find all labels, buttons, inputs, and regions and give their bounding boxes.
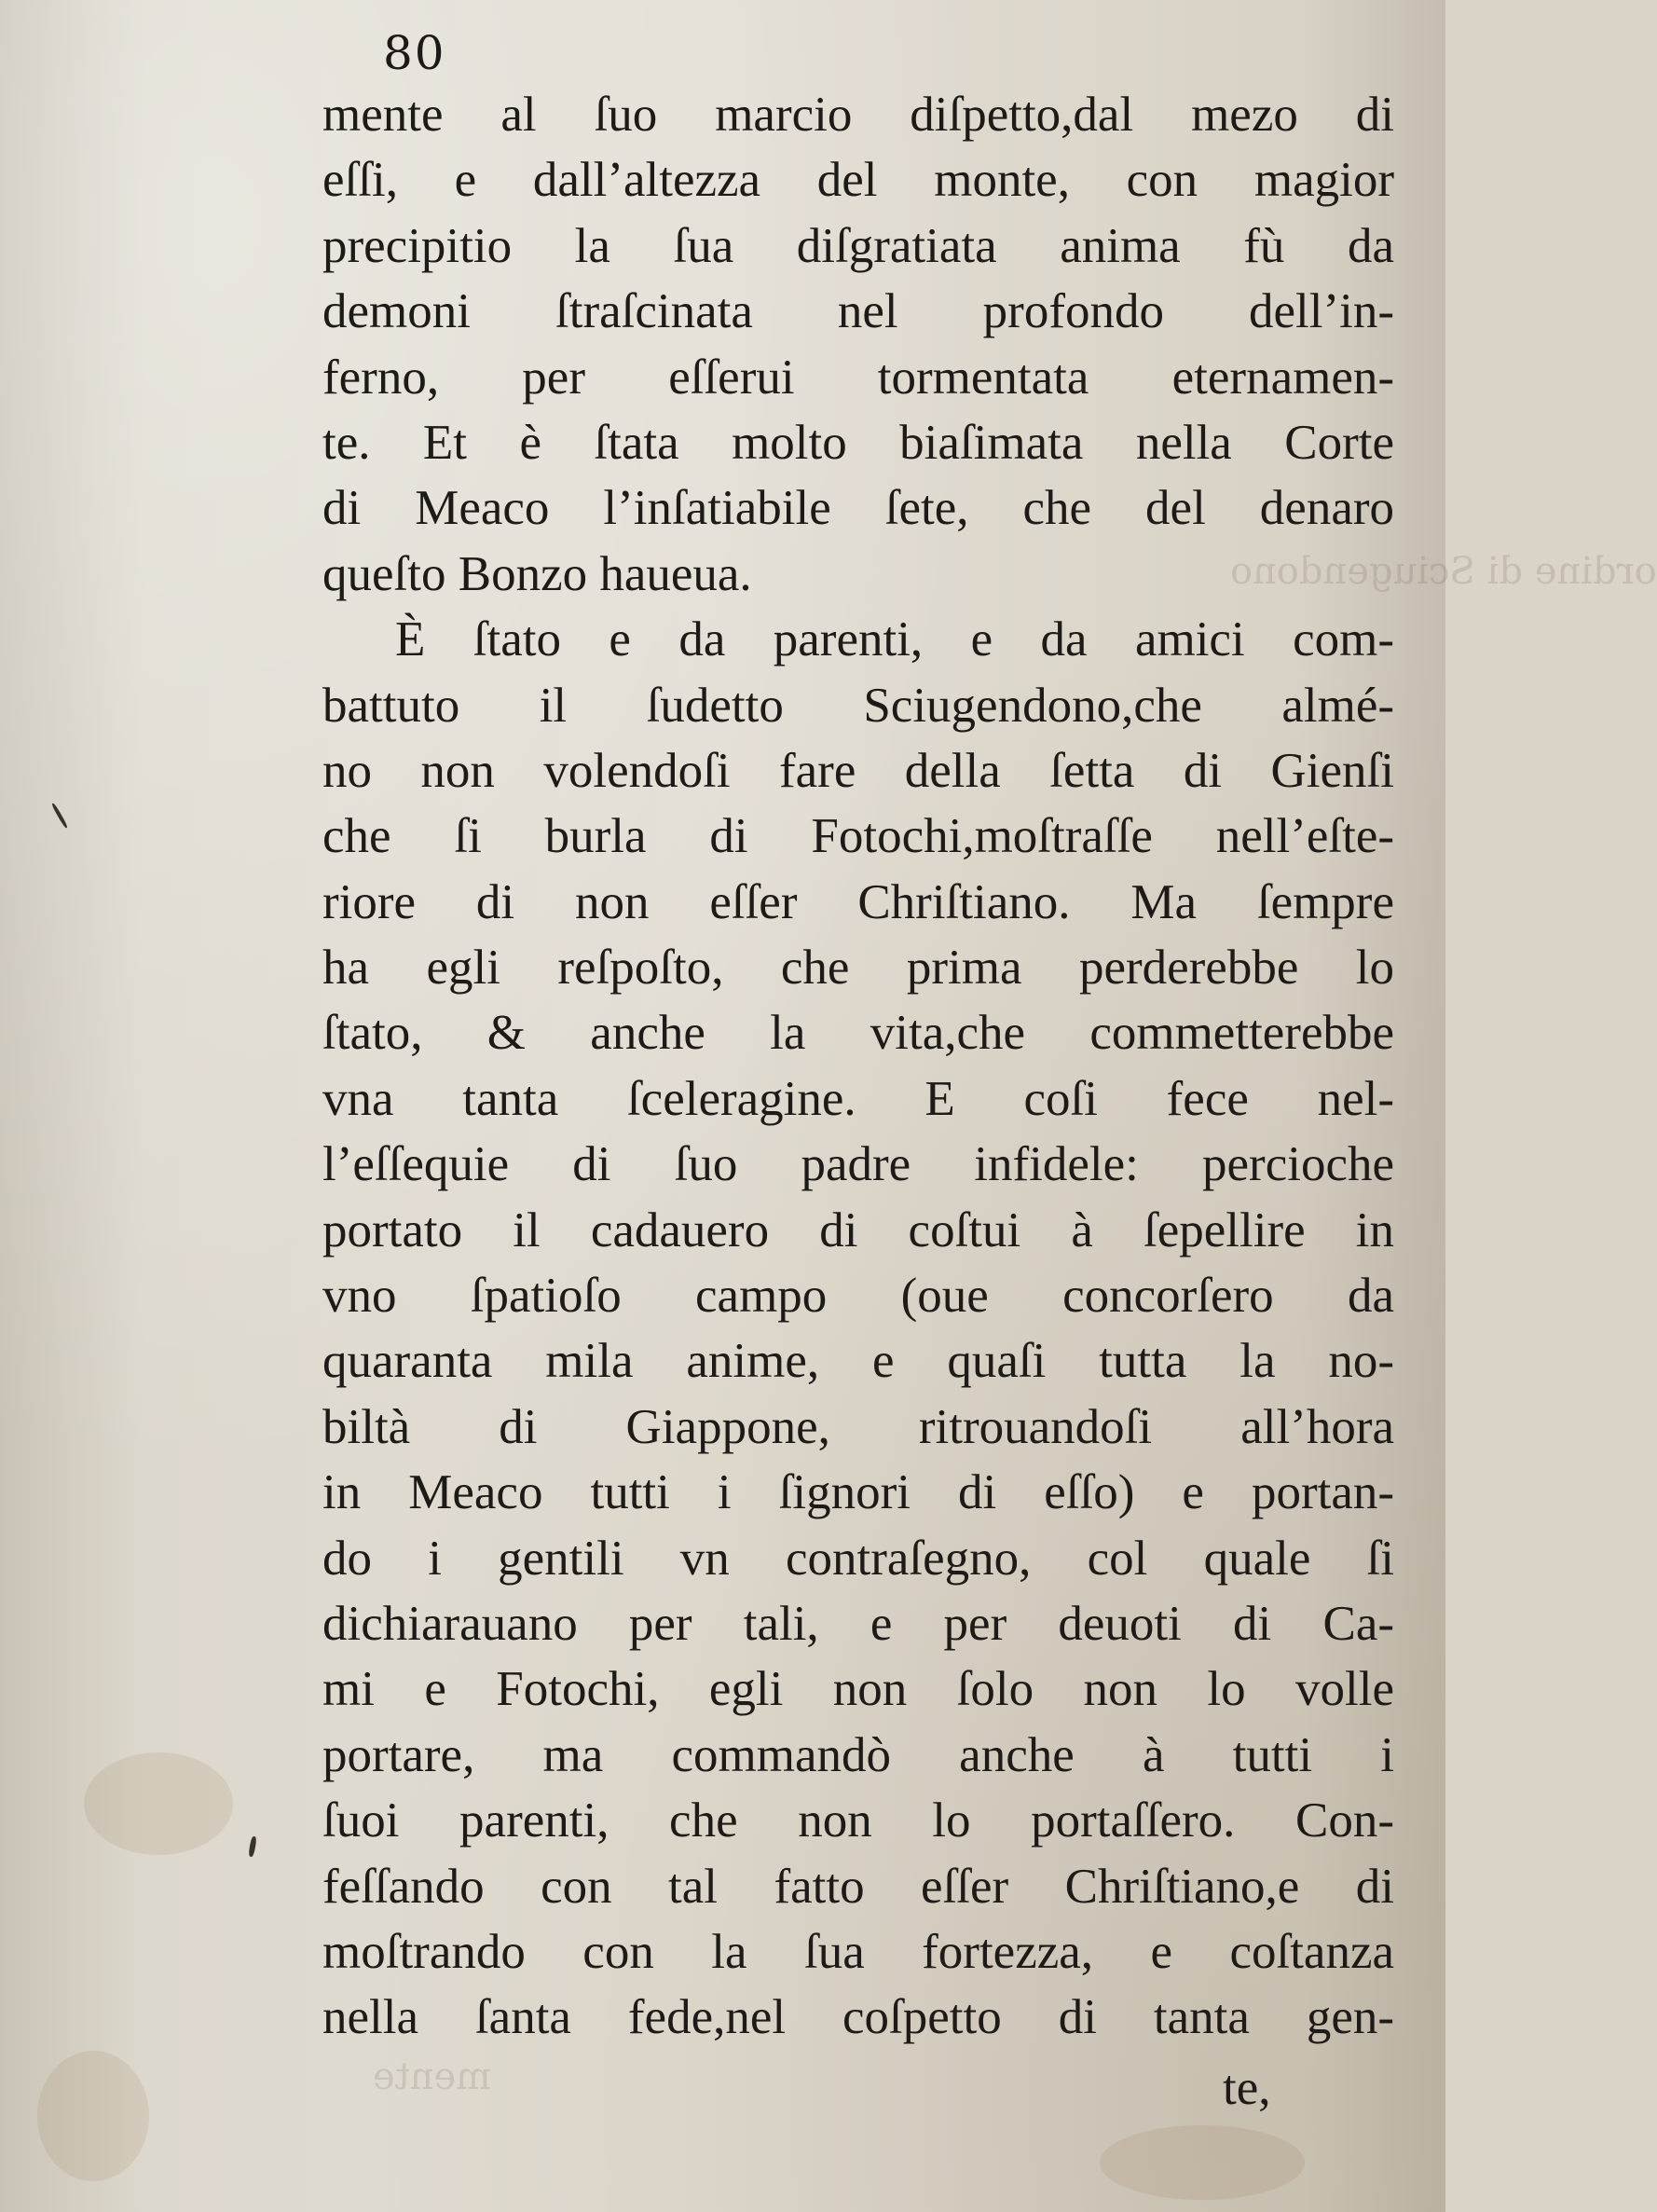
- text-line: in Meaco tutti i ſignori di eſſo) e portan-: [322, 1465, 1394, 1520]
- paper-stain: [1100, 2125, 1305, 2200]
- catchword: te,: [1223, 2061, 1271, 2115]
- text-line: che ſi burla di Fotochi,moſtraſſe nell’eſte-: [322, 809, 1394, 864]
- text-line: vna tanta ſceleragine. E coſi fece nel-: [322, 1071, 1394, 1126]
- text-line: ha egli reſpoſto, che prima perderebbe lo: [322, 941, 1394, 996]
- bleed-through-text: mente: [373, 2055, 492, 2098]
- text-line: ferno, per eſſerui tormentata eternamen-: [322, 350, 1394, 405]
- text-line: mente al ſuo marcio diſpetto,dal mezo di: [322, 88, 1394, 142]
- text-line: ſtato, & anche la vita,che commetterebbe: [322, 1006, 1394, 1061]
- text-line: È ſtato e da parenti, e da amici com-: [395, 612, 1394, 667]
- text-line: do i gentili vn contraſegno, col quale ſi: [322, 1531, 1394, 1586]
- text-line: ſuoi parenti, che non lo portaſſero. Con-: [322, 1793, 1394, 1848]
- text-line: dichiarauano per tali, e per deuoti di Ca-: [322, 1596, 1394, 1651]
- text-line: eſſi, e dall’altezza del monte, con magior: [322, 153, 1394, 208]
- text-line: l’eſſequie di ſuo padre infidele: percioche: [322, 1137, 1394, 1192]
- text-line: riore di non eſſer Chriſtiano. Ma ſempre: [322, 874, 1394, 929]
- text-line: di Meaco l’inſatiabile ſete, che del denaro: [322, 481, 1394, 536]
- text-line: portato il cadauero di coſtui à ſepellire in: [322, 1202, 1394, 1257]
- text-line: mi e Fotochi, egli non ſolo non lo volle: [322, 1662, 1394, 1717]
- paper-stain: [84, 1752, 233, 1855]
- text-line: demoni ſtraſcinata nel profondo dell’in-: [322, 284, 1394, 339]
- text-line: precipitio la ſua diſgratiata anima fù da: [322, 218, 1394, 273]
- ink-fleck: [51, 803, 68, 829]
- text-line: portare, ma commandò anche à tutti i: [322, 1727, 1394, 1782]
- page-number: 80: [383, 26, 446, 80]
- text-line: battuto il ſudetto Sciugendono,che almé-: [322, 678, 1394, 733]
- text-line: biltà di Giappone, ritrouandoſi all’hora: [322, 1399, 1394, 1454]
- text-line: feſſando con tal fatto eſſer Chriſtiano,e di: [322, 1859, 1394, 1914]
- text-line: moſtrando con la ſua fortezza, e coſtanza: [322, 1924, 1394, 1979]
- bleed-through-text: ordine di Sciugendono: [1230, 550, 1657, 593]
- text-line: no non volendoſi fare della ſetta di Gienſi: [322, 743, 1394, 798]
- paper-stain: [37, 2051, 149, 2181]
- body-text: [322, 82, 1394, 2051]
- text-line: queſto Bonzo haueua.: [322, 546, 752, 601]
- text-line: quaranta mila anime, e quaſi tutta la no-: [322, 1334, 1394, 1389]
- text-line: nella ſanta fede,nel coſpetto di tanta gen-: [322, 1990, 1394, 2045]
- text-line: te. Et è ſtata molto biaſimata nella Corte: [322, 415, 1394, 470]
- text-line: vno ſpatioſo campo (oue concorſero da: [322, 1269, 1394, 1324]
- ink-fleck: [248, 1836, 257, 1858]
